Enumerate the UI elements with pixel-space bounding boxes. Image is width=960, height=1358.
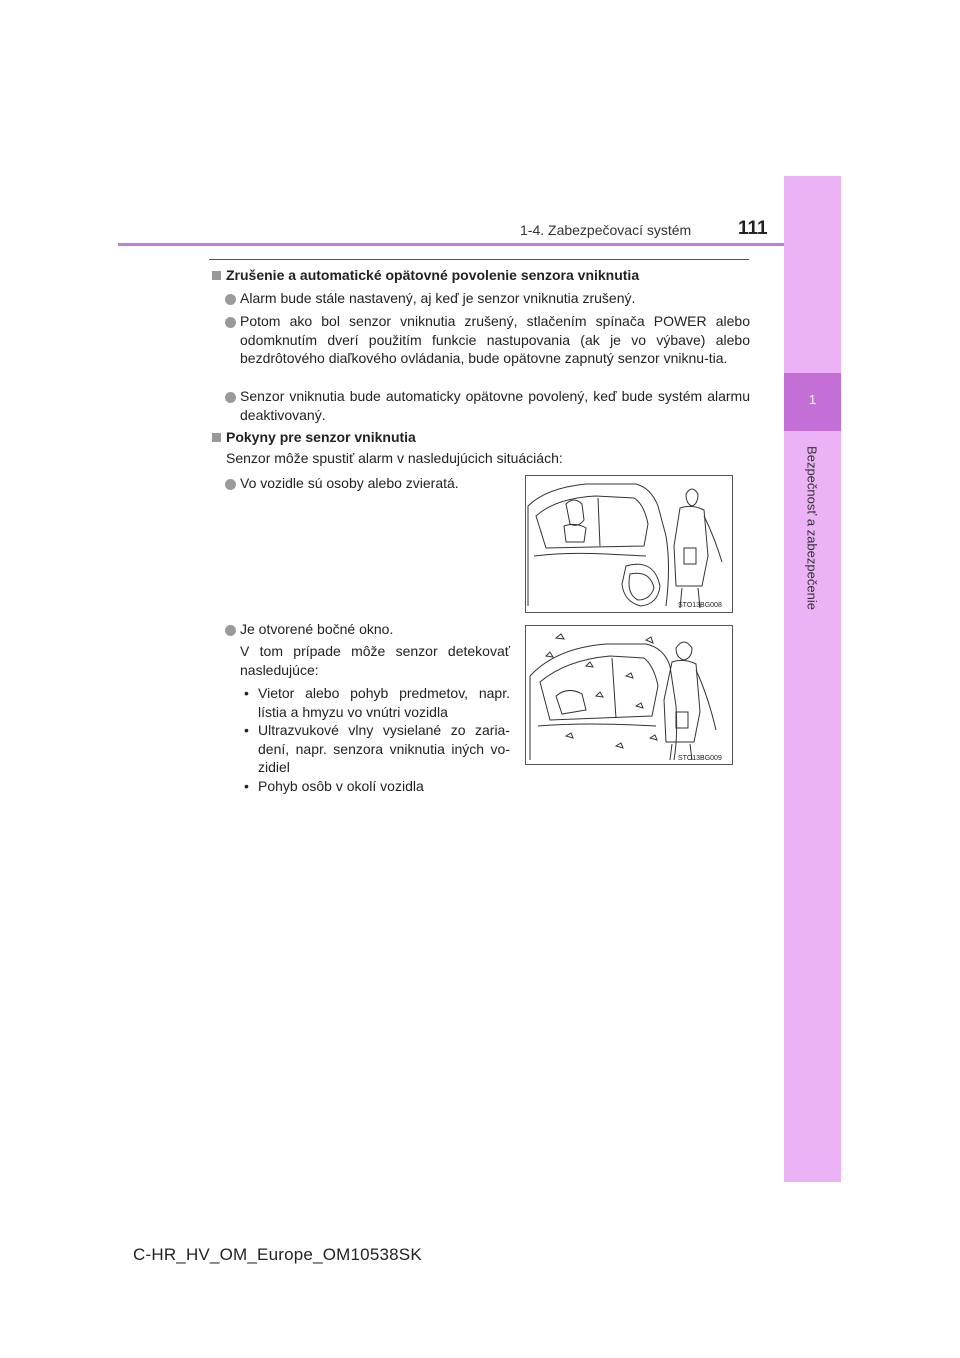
content-rule (209, 259, 749, 260)
dash-bullet-icon: • (244, 722, 249, 738)
section-intro: Senzor môže spustiť alarm v nasledujúcich situáciách: (226, 450, 563, 466)
round-bullet-icon (225, 625, 236, 636)
bullet-text: Vo vozidle sú osoby alebo zvieratá. (240, 475, 459, 491)
round-bullet-icon (225, 479, 236, 490)
chapter-sidetab (784, 176, 841, 1182)
bullet-text: Je otvorené bočné okno. (240, 621, 394, 637)
subitem-text: Pohyb osôb v okolí vozidla (258, 778, 424, 794)
figure-code: STO13BG008 (678, 602, 722, 609)
square-bullet-icon (212, 271, 221, 280)
header-rule (118, 243, 840, 246)
section-heading: Zrušenie a automatické opätovné povolenie senzora vniknutia (212, 266, 639, 285)
chapter-title: Bezpečnosť a zabezpečenie (804, 446, 820, 610)
dash-bullet-icon: • (244, 778, 249, 794)
document-footer: C-HR_HV_OM_Europe_OM10538SK (133, 1245, 422, 1264)
section-heading: Pokyny pre senzor vniknutia (212, 428, 416, 447)
round-bullet-icon (225, 294, 236, 305)
dash-bullet-icon: • (244, 685, 249, 701)
section-label: 1-4. Zabezpečovací systém (520, 222, 692, 238)
bullet-text: Alarm bude stále nastavený, aj keď je senzor vniknutia zrušený. (240, 290, 636, 306)
figure-code: STO13BG009 (678, 755, 722, 762)
figure-open-window (525, 625, 733, 765)
page-number: 111 (738, 218, 768, 239)
subitem-text: Vietor alebo pohyb predmetov, napr. lístia a hmyzu vo vnútri vozidla (258, 685, 510, 720)
subitem-text: Ultrazvukové vlny vysielané zo zaria-dení, napr. senzora vniknutia iných vo-zidiel (258, 722, 510, 775)
car-with-dog-illustration (526, 476, 732, 612)
round-bullet-icon (225, 392, 236, 403)
bullet-text: Potom ako bol senzor vniknutia zrušený, stlačením spínača POWER alebo odomknutím dverí použitím funkcie nastupovania (ak je vo výbave) alebo bezdrôtového diaľkového ovládania, bude opätovne zapnutý senzor vniknu-tia. (240, 313, 750, 366)
item-detail: V tom prípade môže senzor detekovať nasledujúce: (240, 643, 510, 678)
round-bullet-icon (225, 317, 236, 328)
square-bullet-icon (212, 433, 221, 442)
figure-occupants-in-vehicle (525, 475, 733, 613)
chapter-number: 1 (808, 392, 817, 407)
car-open-window-illustration (526, 626, 732, 764)
bullet-text: Senzor vniknutia bude automaticky opätovne povolený, keď bude systém alarmu deaktivovaný. (240, 388, 750, 423)
